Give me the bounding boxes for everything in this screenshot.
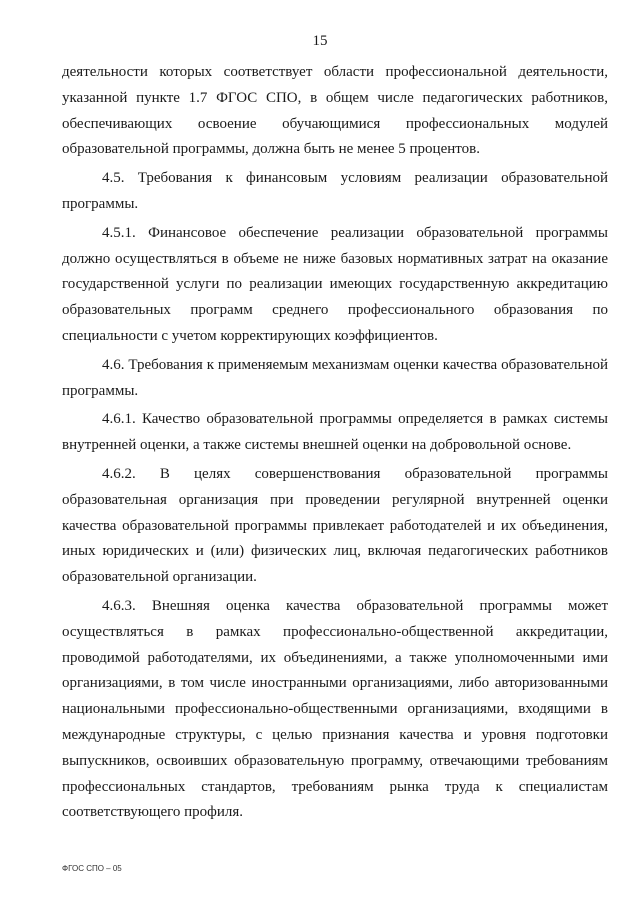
paragraph-continuation: деятельности которых соответствует области профессиональной деятельности, указанной пункте 1.7 ФГОС СПО, в общем числе педагогических работников, обеспечивающих освоение обучающимися профессиональных модулей образовательной программы, должна быть не менее 5 процентов.: [62, 64, 608, 158]
paragraph-4-6-3: 4.6.3. Внешняя оценка качества образовательной программы может осуществляться в рамках профессионально-общественной аккредитации, проводимой работодателями, их объединениями, а также уполномоченными ими организациями, в том числе иностранными организациями, либо авторизованными национальными профессионально-общественными организациями, входящими в международные структуры, с целью признания качества и уровня подготовки выпускников, освоивших образовательную программу, отвечающими требованиям профессиональных стандартов, требованиям рынка труда к специалистам соответствующего профиля.: [62, 597, 608, 821]
paragraph-4-5: 4.5. Требования к финансовым условиям реализации образовательной программы.: [62, 170, 608, 212]
paragraph-4-6: 4.6. Требования к применяемым механизмам оценки качества образовательной программы.: [62, 356, 608, 399]
paragraph-4-6-2: 4.6.2. В целях совершенствования образовательной программы образовательная организация при проведении регулярной внутренней оценки качества образовательной программы привлекает работодателей и их объединения, иных юридических и (или) физических лиц, включая педагогических работников образовательной организации.: [62, 465, 608, 586]
page-number: 15: [312, 33, 328, 49]
paragraph-4-6-1: 4.6.1. Качество образовательной программы определяется в рамках системы внутренней оценки, а также системы внешней оценки на добровольной основе.: [62, 411, 608, 454]
footer-doc-code: ФГОС СПО – 05: [62, 864, 122, 873]
paragraph-4-5-1: 4.5.1. Финансовое обеспечение реализации образовательной программы должно осуществляться в объеме не ниже базовых нормативных затрат на оказание государственной услуги по реализации имеющих государственную аккредитацию образовательных программ среднего профессионального образования по специальности с учетом корректирующих коэффициентов.: [62, 224, 608, 344]
document-body: [62, 60, 608, 829]
